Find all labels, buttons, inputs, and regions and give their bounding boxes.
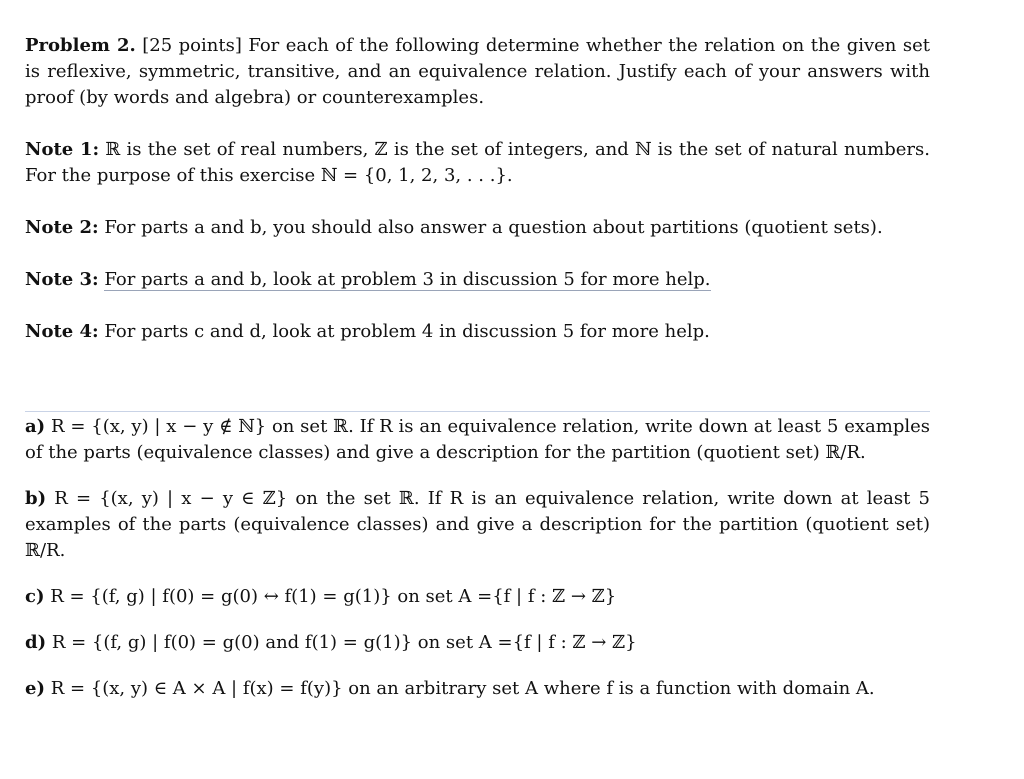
note-1 — [25, 137, 930, 189]
problem-document — [25, 33, 930, 702]
note-4 — [25, 319, 930, 345]
part-a-label: a) — [25, 416, 46, 437]
problem-text: [25 points] For each of the following determine whether the relation on the given set is reflexive, symmetric, transitive, and an equivalence relation. Justify each of your answers with proof (by words and algebra) or counterexamples. — [25, 35, 930, 108]
note-1-label: Note 1: — [25, 139, 100, 160]
part-e-label: e) — [25, 678, 45, 699]
part-e-text: R = {(x, y) ∈ A × A | f(x) = f(y)} on an arbitrary set A where f is a function with domain A. — [50, 678, 875, 699]
part-c-label: c) — [25, 586, 45, 607]
part-b-label: b) — [25, 488, 47, 509]
part-b-text: R = {(x, y) | x − y ∈ ℤ} on the set ℝ. If R is an equivalence relation, write down at least 5 examples of the parts (equivalence classes) and give a description for the partition (quotient set) ℝ/R. — [25, 488, 930, 561]
note-1-text: ℝ is the set of real numbers, ℤ is the set of integers, and ℕ is the set of natural numbers. For the purpose of this exercise ℕ = {0, 1, 2, 3, . . .}. — [25, 139, 930, 186]
note-3 — [25, 267, 930, 293]
note-4-label: Note 4: — [25, 321, 99, 342]
part-d-label: d) — [25, 632, 47, 653]
problem-statement — [25, 33, 930, 111]
note-2-text: For parts a and b, you should also answer a question about partitions (quotient sets). — [104, 217, 883, 238]
part-c-text: R = {(f, g) | f(0) = g(0) ↔ f(1) = g(1)} on set A ={f | f : ℤ → ℤ} — [50, 586, 617, 607]
part-a — [25, 411, 930, 466]
part-d — [25, 630, 930, 656]
part-d-text: R = {(f, g) | f(0) = g(0) and f(1) = g(1)} on set A ={f | f : ℤ → ℤ} — [51, 632, 637, 653]
part-a-text: R = {(x, y) | x − y ∉ ℕ} on set ℝ. If R is an equivalence relation, write down at least 5 examples of the parts (equivalence classes) and give a description for the partition (quotient set) ℝ/R. — [25, 416, 930, 463]
part-c — [25, 584, 930, 610]
note-3-label: Note 3: — [25, 269, 99, 290]
part-b — [25, 486, 930, 564]
note-2 — [25, 215, 930, 241]
note-3-text: For parts a and b, look at problem 3 in discussion 5 for more help. — [104, 269, 711, 290]
part-e — [25, 676, 930, 702]
problem-label: Problem 2. — [25, 35, 136, 56]
note-4-text: For parts c and d, look at problem 4 in discussion 5 for more help. — [104, 321, 710, 342]
note-2-label: Note 2: — [25, 217, 99, 238]
